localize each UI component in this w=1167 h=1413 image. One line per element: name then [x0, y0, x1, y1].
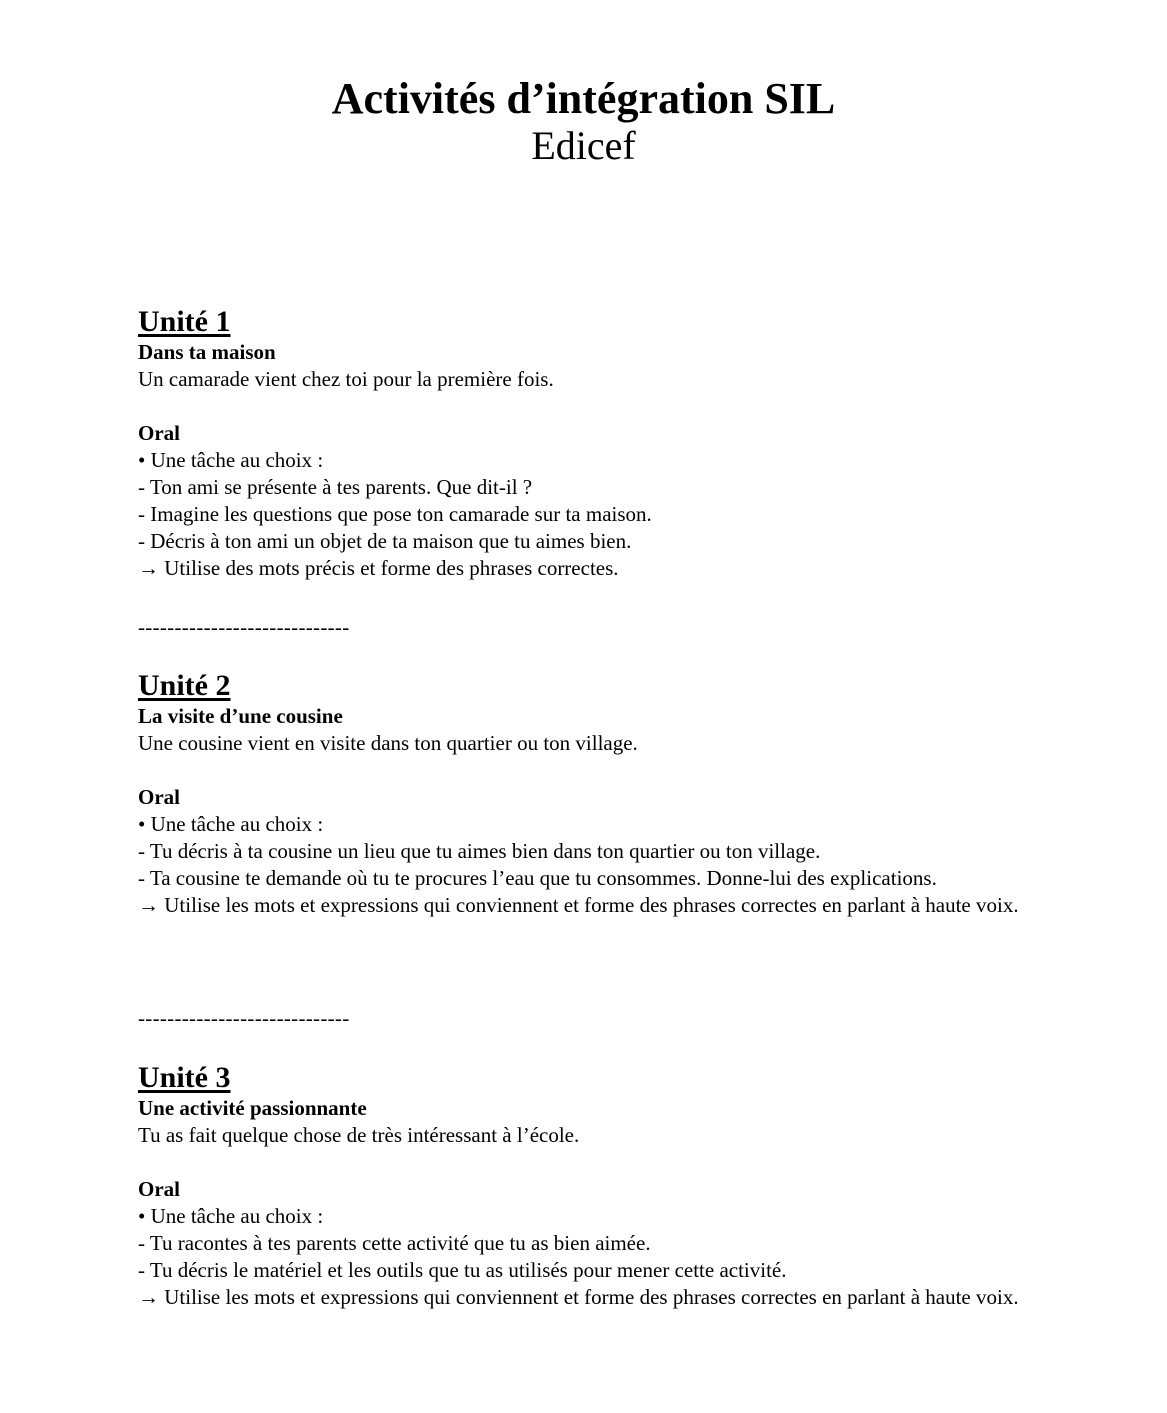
document-subtitle: Edicef [531, 123, 636, 168]
section-separator: ----------------------------- [138, 1006, 350, 1030]
unit-section [138, 671, 1038, 919]
oral-label: Oral [138, 421, 180, 445]
task-item: - Imagine les questions que pose ton camarade sur ta maison. [138, 502, 652, 526]
unit-situation: Tu as fait quelque chose de très intéressant à l’école. [138, 1123, 580, 1147]
task-choice: • Une tâche au choix : [138, 1204, 324, 1228]
unit-situation: Une cousine vient en visite dans ton quartier ou ton village. [138, 731, 638, 755]
unit-heading: Unité 3 [138, 1061, 231, 1094]
task-choice: • Une tâche au choix : [138, 448, 324, 472]
task-item: - Tu décris le matériel et les outils que tu as utilisés pour mener cette activité. [138, 1258, 787, 1282]
unit-section [138, 1063, 1038, 1311]
unit-heading: Unité 1 [138, 305, 231, 338]
oral-label: Oral [138, 785, 180, 809]
task-item: - Ta cousine te demande où tu te procures l’eau que tu consommes. Donne-lui des explications. [138, 866, 937, 890]
task-item: - Tu racontes à tes parents cette activité que tu as bien aimée. [138, 1231, 651, 1255]
unit-theme: La visite d’une cousine [138, 704, 343, 728]
task-advice: → Utilise les mots et expressions qui conviennent et forme des phrases correctes en parlant à haute voix. [138, 893, 1019, 917]
unit-theme: Dans ta maison [138, 340, 276, 364]
unit-situation: Un camarade vient chez toi pour la première fois. [138, 367, 554, 391]
unit-theme: Une activité passionnante [138, 1096, 367, 1120]
oral-label: Oral [138, 1177, 180, 1201]
task-choice: • Une tâche au choix : [138, 812, 324, 836]
task-advice: → Utilise les mots et expressions qui conviennent et forme des phrases correctes en parlant à haute voix. [138, 1285, 1019, 1309]
unit-section [138, 307, 1038, 582]
document-title: Activités d’intégration SIL [331, 74, 836, 123]
task-item: - Décris à ton ami un objet de ta maison que tu aimes bien. [138, 529, 632, 553]
task-item: - Tu décris à ta cousine un lieu que tu aimes bien dans ton quartier ou ton village. [138, 839, 821, 863]
task-item: - Ton ami se présente à tes parents. Que dit-il ? [138, 475, 533, 499]
unit-heading: Unité 2 [138, 669, 231, 702]
task-advice: → Utilise des mots précis et forme des phrases correctes. [138, 556, 619, 580]
section-separator: ----------------------------- [138, 615, 350, 639]
